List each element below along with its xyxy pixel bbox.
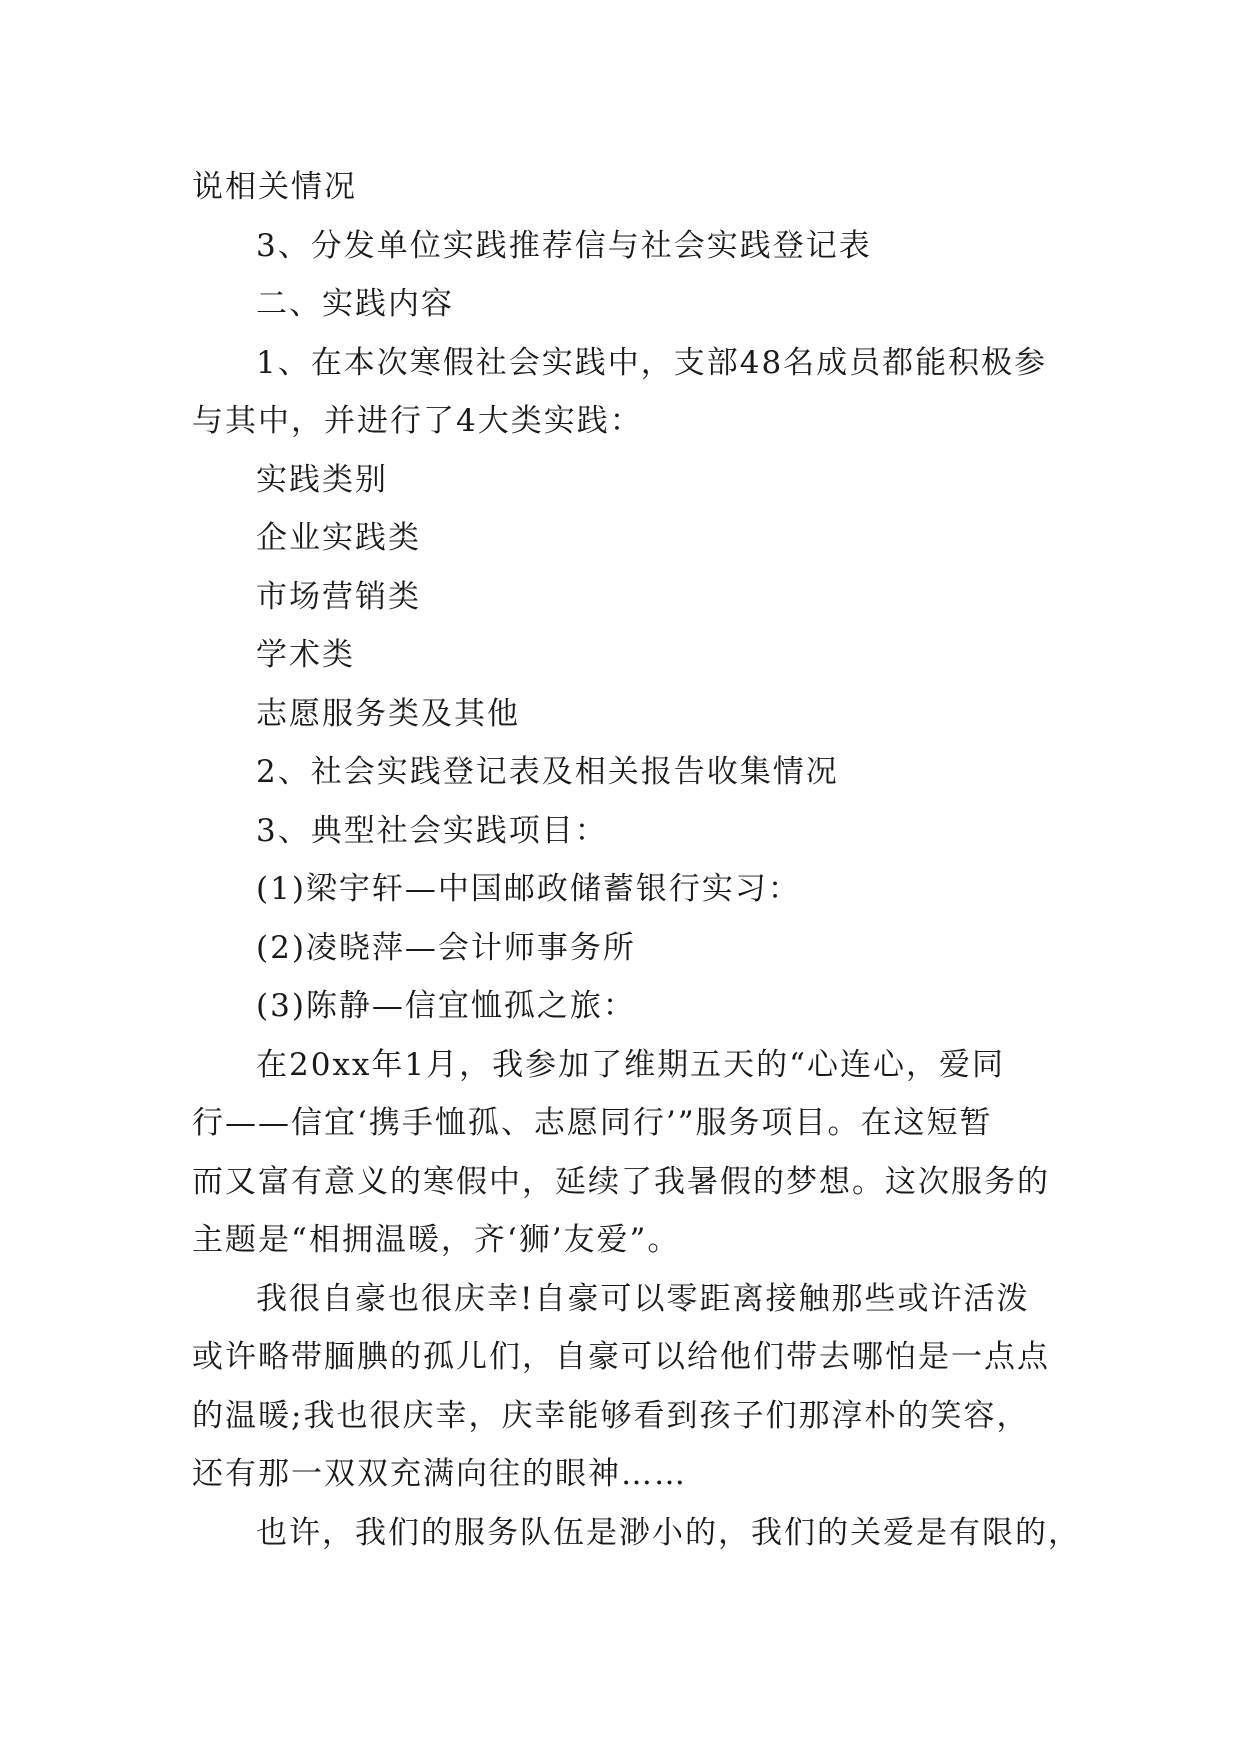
text-line: 还有那一双双充满向往的眼神…… — [192, 1456, 687, 1492]
body-text — [192, 158, 1081, 1562]
text-line: (1)梁宇轩—中国邮政储蓄银行实习： — [256, 871, 801, 907]
text-line: 3、分发单位实践推荐信与社会实践登记表 — [256, 227, 872, 264]
text-line: 实践类别 — [256, 461, 388, 498]
text-line: 市场营销类 — [256, 578, 421, 615]
text-line: 1、在本次寒假社会实践中，支部48名成员都能积极参 — [256, 344, 1048, 381]
text-line: 行——信宜‘携手恤孤、志愿同行’”服务项目。在这短暂 — [192, 1105, 993, 1141]
text-line: 说相关情况 — [192, 169, 357, 205]
text-line: 3、典型社会实践项目： — [256, 812, 608, 849]
text-line: 而又富有意义的寒假中，延续了我暑假的梦想。这次服务的 — [192, 1163, 1050, 1200]
text-line: 二、实践内容 — [256, 286, 454, 322]
text-line: 志愿服务类及其他 — [256, 695, 520, 732]
text-line: 企业实践类 — [256, 520, 421, 556]
text-line: 我很自豪也很庆幸!自豪可以零距离接触那些或许活泼 — [256, 1280, 1030, 1317]
text-line: 或许略带腼腆的孤儿们，自豪可以给他们带去哪怕是一点点 — [192, 1339, 1050, 1375]
text-line: 主题是“相拥温暖，齐‘狮’友爱”。 — [192, 1222, 681, 1258]
text-line: (3)陈静—信宜恤孤之旅： — [256, 988, 636, 1024]
text-line: 在20xx年1月，我参加了维期五天的“心连心，爱同 — [256, 1046, 1005, 1083]
text-line: 与其中，并进行了4大类实践： — [192, 403, 643, 439]
text-line: 2、社会实践登记表及相关报告收集情况 — [256, 754, 839, 790]
text-line: (2)凌晓萍—会计师事务所 — [256, 929, 636, 966]
text-line: 也许，我们的服务队伍是渺小的，我们的关爱是有限的， — [256, 1514, 1081, 1551]
text-line: 学术类 — [256, 637, 355, 673]
text-line: 的温暖;我也很庆幸，庆幸能够看到孩子们那淳朴的笑容， — [192, 1397, 1030, 1434]
